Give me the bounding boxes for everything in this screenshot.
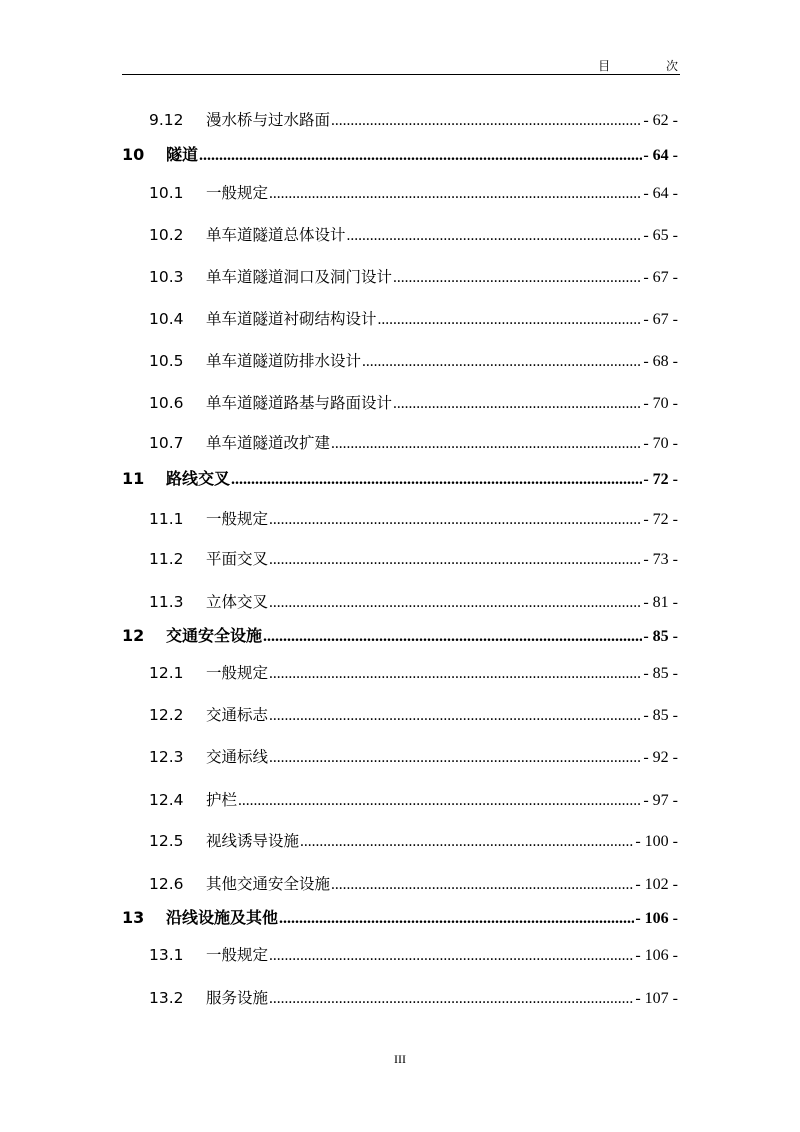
- toc-entry-number: 11.2: [149, 550, 184, 568]
- dot-leader: [378, 311, 643, 329]
- toc-entry-page: - 72 -: [643, 511, 678, 528]
- toc-entry-title: 交通标志: [206, 706, 269, 724]
- toc-entry-title: 护栏: [206, 791, 238, 809]
- toc-entry-title: 单车道隧道路基与路面设计: [206, 394, 393, 412]
- toc-section-entry[interactable]: [149, 431, 678, 453]
- toc-entry-title: 视线诱导设施: [206, 832, 300, 850]
- toc-section-entry[interactable]: [149, 943, 678, 965]
- toc-entry-page: - 67 -: [643, 311, 678, 328]
- header-title: 目 次: [598, 59, 704, 73]
- toc-entry-title: 其他交通安全设施: [206, 875, 331, 893]
- toc-entry-title: 单车道隧道总体设计: [206, 226, 346, 244]
- toc-section-entry[interactable]: [149, 223, 678, 245]
- toc-entry-page: - 64 -: [643, 147, 678, 164]
- toc-entry-page: - 72 -: [643, 471, 678, 488]
- toc-section-entry[interactable]: [149, 745, 678, 767]
- toc-chapter-entry[interactable]: [122, 623, 678, 645]
- toc-entry-number: 9.12: [149, 111, 184, 129]
- toc-entry-page: - 100 -: [635, 833, 678, 850]
- dot-leader: [269, 990, 634, 1008]
- toc-entry-number: 13.2: [149, 989, 184, 1007]
- toc-section-entry[interactable]: [149, 788, 678, 810]
- toc-entry-number: 13.1: [149, 946, 184, 964]
- toc-entry-title: 交通安全设施: [166, 626, 263, 645]
- toc-section-entry[interactable]: [149, 547, 678, 569]
- toc-entry-title: 一般规定: [206, 946, 269, 964]
- dot-leader: [269, 665, 642, 683]
- dot-leader: [269, 947, 634, 965]
- toc-entry-page: - 102 -: [635, 876, 678, 893]
- toc-entry-page: - 81 -: [643, 594, 678, 611]
- toc-section-entry[interactable]: [149, 507, 678, 529]
- toc-entry-number: 10: [122, 145, 145, 164]
- toc-entry-number: 11: [122, 469, 145, 488]
- toc-entry-title: 漫水桥与过水路面: [206, 111, 331, 129]
- toc-entry-page: - 107 -: [635, 990, 678, 1007]
- dot-leader: [263, 628, 642, 645]
- toc-section-entry[interactable]: [149, 307, 678, 329]
- toc-entry-title: 交通标线: [206, 748, 269, 766]
- dot-leader: [331, 876, 634, 894]
- dot-leader: [269, 511, 642, 529]
- dot-leader: [300, 833, 634, 851]
- toc-section-entry[interactable]: [149, 661, 678, 683]
- dot-leader: [279, 910, 634, 927]
- dot-leader: [269, 749, 642, 767]
- toc-entry-number: 10.1: [149, 184, 184, 202]
- toc-entry-number: 10.6: [149, 394, 184, 412]
- toc-section-entry[interactable]: [149, 829, 678, 851]
- toc-entry-title: 一般规定: [206, 184, 269, 202]
- page-number: III: [394, 1052, 406, 1066]
- toc-chapter-entry[interactable]: [122, 142, 678, 164]
- dot-leader: [393, 395, 642, 413]
- toc-entry-number: 12: [122, 626, 145, 645]
- toc-entry-page: - 64 -: [643, 185, 678, 202]
- dot-leader: [231, 471, 642, 488]
- dot-leader: [199, 147, 642, 164]
- toc-entry-page: - 85 -: [643, 665, 678, 682]
- dot-leader: [331, 112, 642, 130]
- toc-entry-number: 12.1: [149, 664, 184, 682]
- toc-entry-number: 13: [122, 908, 145, 927]
- toc-section-entry[interactable]: [149, 986, 678, 1008]
- toc-entry-page: - 92 -: [643, 749, 678, 766]
- toc-entry-title: 单车道隧道衬砌结构设计: [206, 310, 377, 328]
- toc-entry-page: - 68 -: [643, 353, 678, 370]
- toc-entry-page: - 85 -: [643, 707, 678, 724]
- toc-section-entry[interactable]: [149, 872, 678, 894]
- toc-entry-page: - 106 -: [635, 947, 678, 964]
- toc-entry-title: 一般规定: [206, 664, 269, 682]
- toc-entry-title: 服务设施: [206, 989, 269, 1007]
- toc-chapter-entry[interactable]: [122, 905, 678, 927]
- toc-entry-title: 隧道: [166, 145, 199, 164]
- dot-leader: [393, 269, 642, 287]
- toc-entry-page: - 65 -: [643, 227, 678, 244]
- toc-entry-title: 单车道隧道防排水设计: [206, 352, 362, 370]
- toc-section-entry[interactable]: [149, 703, 678, 725]
- toc-entry-page: - 70 -: [643, 435, 678, 452]
- toc-entry-page: - 97 -: [643, 792, 678, 809]
- dot-leader: [347, 227, 643, 245]
- dot-leader: [269, 551, 642, 569]
- toc-entry-number: 10.4: [149, 310, 184, 328]
- toc-entry-page: - 62 -: [643, 112, 678, 129]
- toc-entry-page: - 67 -: [643, 269, 678, 286]
- toc-entry-page: - 106 -: [635, 910, 678, 927]
- toc-entry-number: 12.2: [149, 706, 184, 724]
- dot-leader: [362, 353, 642, 371]
- toc-section-entry[interactable]: [149, 391, 678, 413]
- toc-section-entry[interactable]: [149, 181, 678, 203]
- dot-leader: [331, 435, 642, 453]
- dot-leader: [269, 707, 642, 725]
- toc-entry-number: 12.3: [149, 748, 184, 766]
- toc-section-entry[interactable]: [149, 108, 678, 130]
- dot-leader: [269, 594, 642, 612]
- toc-entry-title: 单车道隧道洞口及洞门设计: [206, 268, 393, 286]
- toc-entry-title: 一般规定: [206, 510, 269, 528]
- toc-entry-page: - 85 -: [643, 628, 678, 645]
- toc-section-entry[interactable]: [149, 265, 678, 287]
- toc-entry-number: 10.2: [149, 226, 184, 244]
- toc-entry-number: 12.6: [149, 875, 184, 893]
- toc-entry-number: 10.7: [149, 434, 184, 452]
- dot-leader: [238, 792, 642, 810]
- toc-entry-number: 12.5: [149, 832, 184, 850]
- toc-entry-number: 11.1: [149, 510, 184, 528]
- toc-entry-title: 立体交叉: [206, 593, 269, 611]
- toc-entry-title: 单车道隧道改扩建: [206, 434, 331, 452]
- toc-entry-number: 10.3: [149, 268, 184, 286]
- toc-entry-number: 12.4: [149, 791, 184, 809]
- toc-entry-title: 路线交叉: [166, 469, 231, 488]
- toc-entry-number: 11.3: [149, 593, 184, 611]
- toc-entry-page: - 73 -: [643, 551, 678, 568]
- toc-section-entry[interactable]: [149, 590, 678, 612]
- toc-entry-number: 10.5: [149, 352, 184, 370]
- toc-entry-title: 平面交叉: [206, 550, 269, 568]
- toc-section-entry[interactable]: [149, 349, 678, 371]
- toc-entry-page: - 70 -: [643, 395, 678, 412]
- toc-entry-title: 沿线设施及其他: [166, 908, 279, 927]
- dot-leader: [269, 185, 642, 203]
- toc-chapter-entry[interactable]: [122, 466, 678, 488]
